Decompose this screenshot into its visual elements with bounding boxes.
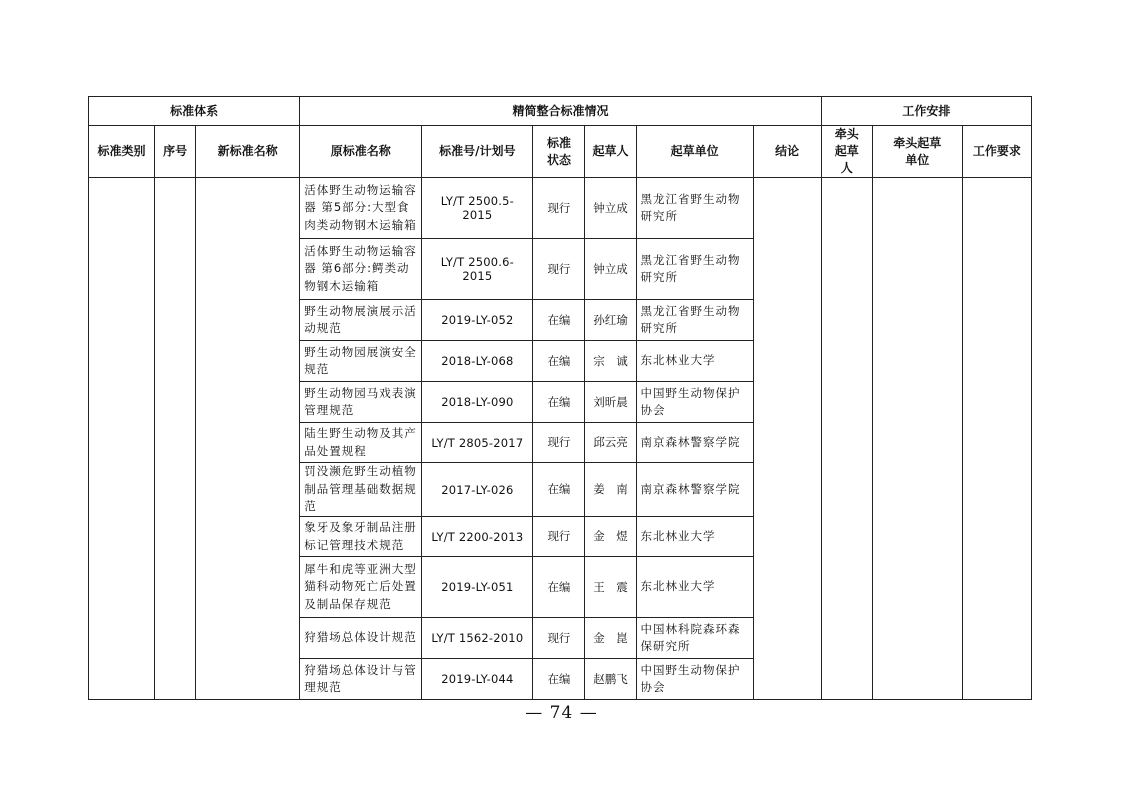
col-seq-header: 序号 [155, 126, 196, 178]
status-cell: 现行 [533, 423, 585, 463]
col-std-no-header: 标准号/计划号 [422, 126, 533, 178]
seq-cell [155, 178, 196, 700]
std-no-cell: LY/T 2500.6-2015 [422, 239, 533, 300]
unit-cell: 南京森林警察学院 [636, 423, 753, 463]
requirement-cell [962, 178, 1031, 700]
std-no-cell: 2018-LY-090 [422, 382, 533, 423]
group-system-header: 标准体系 [89, 97, 300, 126]
page-number: — 74 — [525, 703, 598, 723]
status-cell: 在编 [533, 300, 585, 341]
status-cell: 现行 [533, 239, 585, 300]
drafter-cell: 孙红瑜 [585, 300, 636, 341]
unit-cell: 南京森林警察学院 [636, 463, 753, 517]
status-cell: 在编 [533, 463, 585, 517]
orig-name-cell: 陆生野生动物及其产品处置规程 [300, 423, 422, 463]
orig-name-cell: 野生动物园展演安全规范 [300, 341, 422, 382]
col-lead-drafter-header: 牵头起草人 [821, 126, 872, 178]
unit-cell: 中国野生动物保护协会 [636, 382, 753, 423]
status-cell: 现行 [533, 517, 585, 557]
orig-name-cell: 活体野生动物运输容器 第6部分:鳄类动物钢木运输箱 [300, 239, 422, 300]
table-row [89, 178, 1032, 239]
status-cell: 现行 [533, 178, 585, 239]
new-name-cell [196, 178, 300, 700]
drafter-cell: 金 煜 [585, 517, 636, 557]
col-new-name-header: 新标准名称 [196, 126, 300, 178]
drafter-cell: 王 震 [585, 557, 636, 618]
col-unit-header: 起草单位 [636, 126, 753, 178]
drafter-cell: 姜 南 [585, 463, 636, 517]
unit-cell: 黑龙江省野生动物研究所 [636, 239, 753, 300]
drafter-cell: 宗 诚 [585, 341, 636, 382]
col-category-header: 标准类别 [89, 126, 155, 178]
drafter-cell: 邱云亮 [585, 423, 636, 463]
unit-cell: 中国林科院森环森保研究所 [636, 618, 753, 659]
conclusion-cell [753, 178, 821, 700]
lead-unit-cell [872, 178, 962, 700]
std-no-cell: 2019-LY-044 [422, 659, 533, 700]
status-cell: 在编 [533, 341, 585, 382]
unit-cell: 东北林业大学 [636, 517, 753, 557]
group-work-header: 工作安排 [821, 97, 1031, 126]
status-cell: 现行 [533, 618, 585, 659]
orig-name-cell: 象牙及象牙制品注册标记管理技术规范 [300, 517, 422, 557]
lead-drafter-cell [821, 178, 872, 700]
orig-name-cell: 罚没濒危野生动植物制品管理基础数据规范 [300, 463, 422, 517]
unit-cell: 东北林业大学 [636, 341, 753, 382]
std-no-cell: 2018-LY-068 [422, 341, 533, 382]
category-cell [89, 178, 155, 700]
drafter-cell: 钟立成 [585, 178, 636, 239]
unit-cell: 黑龙江省野生动物研究所 [636, 178, 753, 239]
status-cell: 在编 [533, 557, 585, 618]
drafter-cell: 刘昕晨 [585, 382, 636, 423]
group-consolidation-header: 精简整合标准情况 [300, 97, 822, 126]
status-cell: 在编 [533, 382, 585, 423]
orig-name-cell: 狩猎场总体设计规范 [300, 618, 422, 659]
col-status-header: 标准状态 [533, 126, 585, 178]
std-no-cell: LY/T 2500.5-2015 [422, 178, 533, 239]
col-lead-unit-header: 牵头起草单位 [872, 126, 962, 178]
unit-cell: 东北林业大学 [636, 557, 753, 618]
header-group-row [89, 97, 1032, 126]
unit-cell: 黑龙江省野生动物研究所 [636, 300, 753, 341]
orig-name-cell: 野生动物展演展示活动规范 [300, 300, 422, 341]
col-requirement-header: 工作要求 [962, 126, 1031, 178]
unit-cell: 中国野生动物保护协会 [636, 659, 753, 700]
orig-name-cell: 活体野生动物运输容器 第5部分:大型食肉类动物钢木运输箱 [300, 178, 422, 239]
col-conclusion-header: 结论 [753, 126, 821, 178]
std-no-cell: 2019-LY-052 [422, 300, 533, 341]
orig-name-cell: 野生动物园马戏表演管理规范 [300, 382, 422, 423]
std-no-cell: LY/T 2200-2013 [422, 517, 533, 557]
header-column-row [89, 126, 1032, 178]
orig-name-cell: 狩猎场总体设计与管理规范 [300, 659, 422, 700]
std-no-cell: LY/T 2805-2017 [422, 423, 533, 463]
drafter-cell: 金 崑 [585, 618, 636, 659]
std-no-cell: 2019-LY-051 [422, 557, 533, 618]
drafter-cell: 赵鹏飞 [585, 659, 636, 700]
status-cell: 在编 [533, 659, 585, 700]
std-no-cell: LY/T 1562-2010 [422, 618, 533, 659]
col-orig-name-header: 原标准名称 [300, 126, 422, 178]
col-drafter-header: 起草人 [585, 126, 636, 178]
orig-name-cell: 犀牛和虎等亚洲大型猫科动物死亡后处置及制品保存规范 [300, 557, 422, 618]
standards-table [88, 96, 1032, 700]
std-no-cell: 2017-LY-026 [422, 463, 533, 517]
drafter-cell: 钟立成 [585, 239, 636, 300]
